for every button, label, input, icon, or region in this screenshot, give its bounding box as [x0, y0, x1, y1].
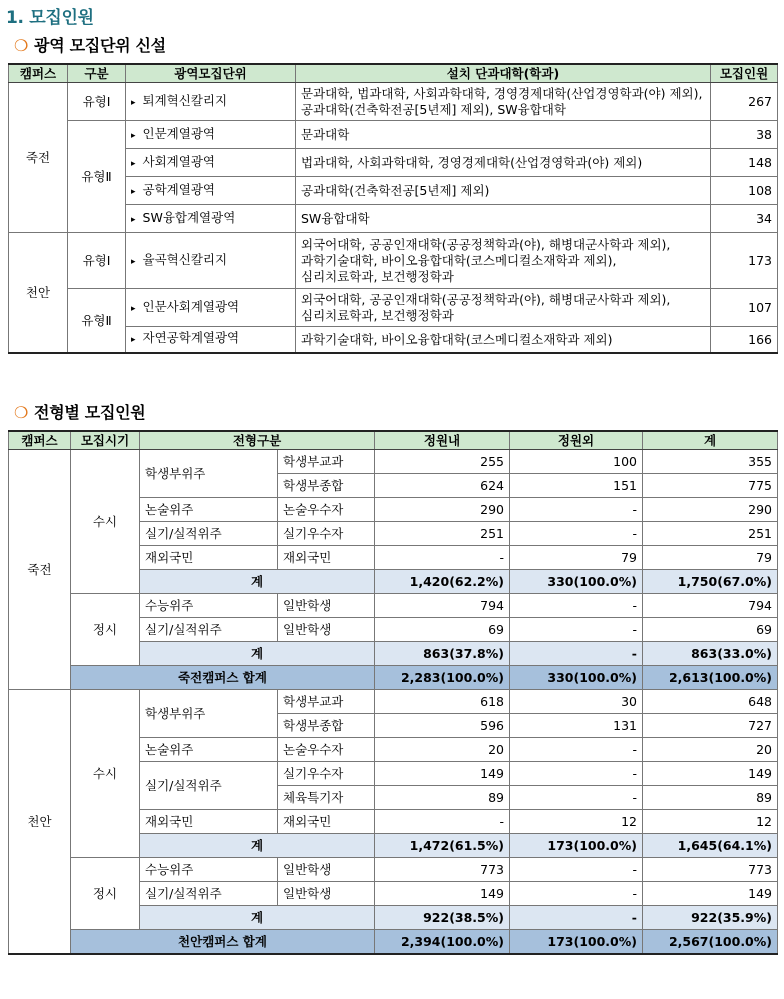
period-cell: 정시 — [71, 858, 140, 930]
quota-out-cell: 131 — [510, 714, 643, 738]
unit-cell: ▸ 자연공학계열광역 — [126, 327, 296, 353]
section-title: 1. 모집인원 — [6, 8, 94, 28]
period-cell: 수시 — [71, 690, 140, 858]
header-colleges: 설치 단과대학(학과) — [296, 64, 711, 83]
table-row — [9, 83, 778, 121]
circle-bullet-icon: ❍ — [14, 403, 29, 422]
table-row — [9, 121, 778, 149]
quota-out-cell: - — [510, 498, 643, 522]
table-row — [9, 690, 778, 714]
total-cell: 1,750(67.0%) — [643, 570, 778, 594]
quota-in-cell: 922(38.5%) — [375, 906, 510, 930]
header-quota-in: 정원내 — [375, 431, 510, 450]
colleges-cell: 과학기술대학, 바이오융합대학(코스메디컬소재학과 제외) — [296, 327, 711, 353]
total-cell: 69 — [643, 618, 778, 642]
quota-in-cell: 149 — [375, 882, 510, 906]
count-cell: 108 — [711, 177, 778, 205]
colleges-cell: 법과대학, 사회과학대학, 경영경제대학(산업경영학과(야) 제외) — [296, 149, 711, 177]
total-cell: 2,613(100.0%) — [643, 666, 778, 690]
total-cell: 648 — [643, 690, 778, 714]
subtype-cell: 일반학생 — [278, 618, 375, 642]
total-cell: 794 — [643, 594, 778, 618]
campus-cell: 천안 — [9, 233, 68, 353]
campus-total-label: 죽전캠퍼스 합계 — [71, 666, 375, 690]
group-cell: 실기/실적위주 — [140, 618, 278, 642]
campus-cell: 죽전 — [9, 450, 71, 690]
subtotal-label: 계 — [140, 906, 375, 930]
quota-in-cell: 255 — [375, 450, 510, 474]
group-cell: 논술위주 — [140, 738, 278, 762]
header-admission-type: 전형구분 — [140, 431, 375, 450]
quota-out-cell: 79 — [510, 546, 643, 570]
type-cell: 유형Ⅱ — [68, 289, 126, 353]
regional-unit-table — [8, 63, 778, 354]
quota-in-cell: 863(37.8%) — [375, 642, 510, 666]
total-cell: 727 — [643, 714, 778, 738]
type-cell: 유형Ⅰ — [68, 233, 126, 289]
subsection-title-regional — [14, 33, 166, 56]
total-cell: 149 — [643, 762, 778, 786]
subtype-cell: 일반학생 — [278, 594, 375, 618]
quota-out-cell: - — [510, 642, 643, 666]
quota-out-cell: 330(100.0%) — [510, 570, 643, 594]
quota-in-cell: 773 — [375, 858, 510, 882]
quota-in-cell: 1,472(61.5%) — [375, 834, 510, 858]
subtype-cell: 실기우수자 — [278, 762, 375, 786]
period-cell: 수시 — [71, 450, 140, 594]
total-cell: 922(35.9%) — [643, 906, 778, 930]
subtype-cell: 재외국민 — [278, 810, 375, 834]
subtype-cell: 일반학생 — [278, 882, 375, 906]
quota-in-cell: 2,283(100.0%) — [375, 666, 510, 690]
quota-in-cell: 618 — [375, 690, 510, 714]
campus-total-label: 천안캠퍼스 합계 — [71, 930, 375, 955]
type-cell: 유형Ⅱ — [68, 121, 126, 233]
group-cell: 실기/실적위주 — [140, 522, 278, 546]
quota-out-cell: 100 — [510, 450, 643, 474]
quota-in-cell: 69 — [375, 618, 510, 642]
quota-in-cell: 1,420(62.2%) — [375, 570, 510, 594]
header-total: 계 — [643, 431, 778, 450]
quota-in-cell: 89 — [375, 786, 510, 810]
subsection-title-text: 광역 모집단위 신설 — [34, 36, 166, 55]
quota-out-cell: - — [510, 618, 643, 642]
quota-out-cell: 12 — [510, 810, 643, 834]
subtotal-label: 계 — [140, 834, 375, 858]
header-count: 모집인원 — [711, 64, 778, 83]
unit-cell: ▸ 퇴계혁신칼리지 — [126, 83, 296, 121]
subtype-cell: 재외국민 — [278, 546, 375, 570]
header-campus: 캠퍼스 — [9, 431, 71, 450]
subtype-cell: 학생부종합 — [278, 474, 375, 498]
quota-out-cell: - — [510, 786, 643, 810]
unit-cell: ▸ 율곡혁신칼리지 — [126, 233, 296, 289]
total-cell: 1,645(64.1%) — [643, 834, 778, 858]
table-row — [9, 594, 778, 618]
group-cell: 실기/실적위주 — [140, 882, 278, 906]
table-header-row — [9, 64, 778, 83]
quota-out-cell: - — [510, 858, 643, 882]
subsection-title-text: 전형별 모집인원 — [34, 403, 146, 422]
total-cell: 355 — [643, 450, 778, 474]
campus-total-row — [9, 930, 778, 955]
count-cell: 166 — [711, 327, 778, 353]
total-cell: 773 — [643, 858, 778, 882]
quota-out-cell: - — [510, 762, 643, 786]
total-cell: 775 — [643, 474, 778, 498]
subtype-cell: 논술우수자 — [278, 738, 375, 762]
header-quota-out: 정원외 — [510, 431, 643, 450]
campus-cell: 천안 — [9, 690, 71, 955]
subtype-cell: 일반학생 — [278, 858, 375, 882]
quota-in-cell: 596 — [375, 714, 510, 738]
header-campus: 캠퍼스 — [9, 64, 68, 83]
quota-out-cell: 151 — [510, 474, 643, 498]
table-header-row — [9, 431, 778, 450]
type-cell: 유형Ⅰ — [68, 83, 126, 121]
total-cell: 290 — [643, 498, 778, 522]
colleges-cell: 문과대학, 법과대학, 사회과학대학, 경영경제대학(산업경영학과(야) 제외), 공과대학(건축학전공[5년제] 제외), SW융합대학 — [296, 83, 711, 121]
group-cell: 수능위주 — [140, 594, 278, 618]
colleges-cell: 외국어대학, 공공인재대학(공공정책학과(야), 해병대군사학과 제외), 심리치료학과, 보건행정학과 — [296, 289, 711, 327]
group-cell: 재외국민 — [140, 546, 278, 570]
admission-type-table — [8, 430, 778, 955]
subtype-cell: 체육특기자 — [278, 786, 375, 810]
campus-cell: 죽전 — [9, 83, 68, 233]
period-cell: 정시 — [71, 594, 140, 666]
group-cell: 학생부위주 — [140, 690, 278, 738]
unit-cell: ▸ 사회계열광역 — [126, 149, 296, 177]
subtotal-label: 계 — [140, 570, 375, 594]
header-unit: 광역모집단위 — [126, 64, 296, 83]
subtype-cell: 학생부종합 — [278, 714, 375, 738]
quota-out-cell: - — [510, 522, 643, 546]
quota-in-cell: 794 — [375, 594, 510, 618]
subtype-cell: 논술우수자 — [278, 498, 375, 522]
colleges-cell: 외국어대학, 공공인재대학(공공정책학과(야), 해병대군사학과 제외), 과학기술대학, 바이오융합대학(코스메디컬소재학과 제외), 심리치료학과, 보건행정학과 — [296, 233, 711, 289]
colleges-cell: SW융합대학 — [296, 205, 711, 233]
count-cell: 148 — [711, 149, 778, 177]
quota-out-cell: 173(100.0%) — [510, 834, 643, 858]
subtotal-label: 계 — [140, 642, 375, 666]
quota-out-cell: 173(100.0%) — [510, 930, 643, 955]
quota-in-cell: 290 — [375, 498, 510, 522]
header-period: 모집시기 — [71, 431, 140, 450]
total-cell: 149 — [643, 882, 778, 906]
total-cell: 12 — [643, 810, 778, 834]
group-cell: 재외국민 — [140, 810, 278, 834]
group-cell: 수능위주 — [140, 858, 278, 882]
quota-in-cell: 149 — [375, 762, 510, 786]
total-cell: 251 — [643, 522, 778, 546]
subtype-cell: 학생부교과 — [278, 450, 375, 474]
header-type: 구분 — [68, 64, 126, 83]
table-row — [9, 233, 778, 289]
quota-out-cell: - — [510, 882, 643, 906]
total-cell: 89 — [643, 786, 778, 810]
total-cell: 2,567(100.0%) — [643, 930, 778, 955]
circle-bullet-icon: ❍ — [14, 36, 29, 55]
quota-in-cell: 2,394(100.0%) — [375, 930, 510, 955]
count-cell: 173 — [711, 233, 778, 289]
table-row — [9, 289, 778, 327]
quota-in-cell: 624 — [375, 474, 510, 498]
unit-cell: ▸ SW융합계열광역 — [126, 205, 296, 233]
colleges-cell: 문과대학 — [296, 121, 711, 149]
quota-in-cell: 20 — [375, 738, 510, 762]
count-cell: 34 — [711, 205, 778, 233]
unit-cell: ▸ 인문계열광역 — [126, 121, 296, 149]
quota-out-cell: - — [510, 738, 643, 762]
total-cell: 20 — [643, 738, 778, 762]
colleges-cell: 공과대학(건축학전공[5년제] 제외) — [296, 177, 711, 205]
group-cell: 학생부위주 — [140, 450, 278, 498]
campus-total-row — [9, 666, 778, 690]
subtype-cell: 실기우수자 — [278, 522, 375, 546]
count-cell: 267 — [711, 83, 778, 121]
group-cell: 실기/실적위주 — [140, 762, 278, 810]
quota-out-cell: 330(100.0%) — [510, 666, 643, 690]
quota-out-cell: 30 — [510, 690, 643, 714]
table-row — [9, 450, 778, 474]
quota-in-cell: 251 — [375, 522, 510, 546]
table-row — [9, 858, 778, 882]
unit-cell: ▸ 공학계열광역 — [126, 177, 296, 205]
total-cell: 79 — [643, 546, 778, 570]
count-cell: 38 — [711, 121, 778, 149]
quota-in-cell: - — [375, 810, 510, 834]
quota-out-cell: - — [510, 906, 643, 930]
unit-cell: ▸ 인문사회계열광역 — [126, 289, 296, 327]
quota-in-cell: - — [375, 546, 510, 570]
count-cell: 107 — [711, 289, 778, 327]
subsection-title-admission — [14, 400, 145, 423]
subtype-cell: 학생부교과 — [278, 690, 375, 714]
quota-out-cell: - — [510, 594, 643, 618]
total-cell: 863(33.0%) — [643, 642, 778, 666]
group-cell: 논술위주 — [140, 498, 278, 522]
